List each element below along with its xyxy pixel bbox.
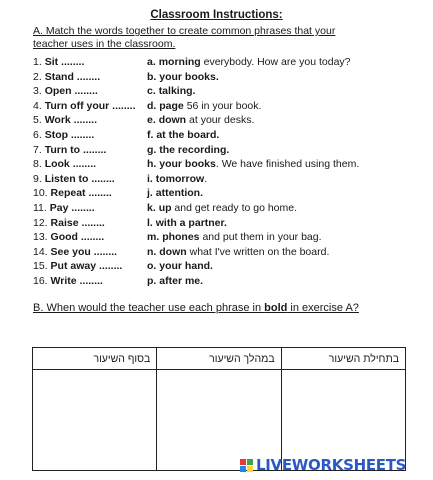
option-bold: talking. <box>158 85 196 98</box>
match-row <box>33 128 413 143</box>
part-b-text-before: B. When would the teacher use each phrase in <box>33 302 265 314</box>
match-row <box>33 274 413 289</box>
answer-option[interactable] <box>147 84 195 99</box>
answer-option[interactable] <box>147 99 261 114</box>
option-bold: down <box>159 245 187 258</box>
item-verb: See you <box>50 245 91 258</box>
option-letter: b. <box>147 70 157 83</box>
match-row <box>33 70 413 85</box>
match-row <box>33 99 413 114</box>
item-dots: ........ <box>70 114 98 127</box>
match-row <box>33 201 413 216</box>
part-a-instruction: A. Match the words together to create common phrases that your teacher uses in the classroom. <box>33 25 336 50</box>
item-number: 1. <box>33 56 42 68</box>
answer-option[interactable] <box>147 113 254 128</box>
prompt-item[interactable] <box>33 172 115 187</box>
match-row <box>33 143 413 158</box>
match-row <box>33 172 413 187</box>
worksheet-title: Classroom Instructions: <box>150 9 283 21</box>
option-bold: your books <box>159 158 216 171</box>
match-row <box>33 157 413 172</box>
item-verb: Turn off your <box>44 99 110 112</box>
option-rest: what I've written on the board. <box>186 245 330 258</box>
item-number: 13. <box>33 231 48 244</box>
match-row <box>33 113 413 128</box>
part-b-text-after: in exercise A? <box>287 302 359 314</box>
option-rest: everybody. How are you today? <box>200 56 351 68</box>
option-letter: n. <box>147 245 157 258</box>
match-row <box>33 230 413 245</box>
prompt-item[interactable] <box>33 201 95 216</box>
item-dots: ........ <box>77 231 105 244</box>
option-letter: o. <box>147 260 157 273</box>
prompt-item[interactable] <box>33 128 94 143</box>
option-letter: k. <box>147 201 156 214</box>
drop-zone-end-of-lesson[interactable] <box>33 370 157 471</box>
match-row <box>33 84 413 99</box>
item-number: 10. <box>33 187 48 200</box>
prompt-item[interactable] <box>33 99 136 114</box>
option-bold: your books. <box>159 70 219 83</box>
item-verb: Stand <box>44 70 74 83</box>
prompt-item[interactable] <box>33 143 106 158</box>
logo-square-2 <box>247 459 253 465</box>
answer-option[interactable] <box>147 274 203 289</box>
option-letter: g. <box>147 143 157 156</box>
option-bold: tomorrow <box>155 172 205 185</box>
item-dots: ........ <box>76 274 103 287</box>
header-during-lesson: במהלך השיעור <box>157 348 281 370</box>
match-row <box>33 186 413 201</box>
item-verb: Write <box>50 274 77 287</box>
prompt-item[interactable] <box>33 259 122 274</box>
item-number: 4. <box>33 99 42 112</box>
option-letter: h. <box>147 158 157 171</box>
option-bold: your hand. <box>159 260 213 273</box>
part-b-question <box>33 302 359 314</box>
answer-option[interactable] <box>147 157 359 172</box>
option-letter: p. <box>147 274 157 287</box>
option-letter: c. <box>147 85 156 98</box>
item-verb: Look <box>44 158 70 171</box>
item-verb: Turn to <box>44 143 81 156</box>
answer-option[interactable] <box>147 245 329 260</box>
item-number: 16. <box>33 274 48 287</box>
item-number: 8. <box>33 158 42 171</box>
option-letter: a. <box>147 56 156 68</box>
option-letter: j. <box>147 187 153 200</box>
item-number: 12. <box>33 216 48 229</box>
option-rest: and put them in your bag. <box>199 231 322 244</box>
prompt-item[interactable] <box>33 113 97 128</box>
answer-option[interactable] <box>147 259 213 274</box>
prompt-item[interactable] <box>33 55 84 70</box>
item-number: 11. <box>33 201 47 214</box>
match-row <box>33 55 413 70</box>
categorize-table <box>32 347 406 471</box>
part-b-bold-word: bold <box>264 302 288 314</box>
option-bold: up <box>158 201 172 214</box>
item-dots: ........ <box>69 158 97 171</box>
header-start-of-lesson: בתחילת השיעור <box>281 348 405 370</box>
item-dots: ........ <box>71 85 98 98</box>
item-number: 3. <box>33 85 42 98</box>
prompt-item[interactable] <box>33 245 117 260</box>
option-letter: l. <box>147 216 153 229</box>
prompt-item[interactable] <box>33 216 105 231</box>
answer-option[interactable] <box>147 70 219 85</box>
item-verb: Repeat <box>50 187 86 200</box>
prompt-item[interactable] <box>33 186 112 201</box>
item-dots: ........ <box>58 56 85 68</box>
item-verb: Good <box>50 231 78 244</box>
answer-option[interactable] <box>147 128 219 143</box>
item-dots: ........ <box>109 99 136 112</box>
item-dots: ........ <box>90 245 118 258</box>
logo-square-3 <box>240 466 246 472</box>
option-rest: . We have finished using them. <box>215 158 360 171</box>
item-verb: Listen to <box>44 172 89 185</box>
item-verb: Sit <box>44 56 59 68</box>
option-rest: . <box>204 172 208 185</box>
item-verb: Stop <box>44 128 69 141</box>
option-bold: after me. <box>159 274 204 287</box>
item-verb: Work <box>44 114 71 127</box>
prompt-item[interactable] <box>33 70 100 85</box>
option-bold: with a partner. <box>155 216 227 229</box>
logo-square-1 <box>240 459 246 465</box>
item-verb: Open <box>44 85 72 98</box>
item-number: 7. <box>33 143 42 156</box>
answer-option[interactable] <box>147 186 203 201</box>
item-verb: Raise <box>50 216 79 229</box>
answer-option[interactable] <box>147 230 322 245</box>
item-dots: ........ <box>85 187 112 200</box>
answer-option[interactable] <box>147 216 227 231</box>
match-row <box>33 216 413 231</box>
option-bold: attention. <box>155 187 204 200</box>
prompt-item[interactable] <box>33 84 98 99</box>
answer-option[interactable] <box>147 55 351 70</box>
answer-option[interactable] <box>147 143 229 158</box>
match-row <box>33 245 413 260</box>
item-dots: ........ <box>88 172 115 185</box>
liveworksheets-logo-icon <box>240 459 253 472</box>
answer-option[interactable] <box>147 201 297 216</box>
answer-option[interactable] <box>147 172 207 187</box>
item-dots: ........ <box>96 260 123 273</box>
item-number: 5. <box>33 114 42 127</box>
item-number: 15. <box>33 260 48 273</box>
logo-square-4 <box>247 466 253 472</box>
item-number: 14. <box>33 245 48 258</box>
watermark-text: LIVEWORKSHEETS <box>256 456 407 474</box>
item-dots: ........ <box>80 143 107 156</box>
option-bold: page <box>159 99 184 112</box>
watermark <box>240 456 406 474</box>
option-rest: at your desks. <box>186 114 255 127</box>
option-letter: m. <box>147 231 160 244</box>
option-bold: the recording. <box>159 143 230 156</box>
item-verb: Put away <box>50 260 97 273</box>
prompt-item[interactable] <box>33 157 96 172</box>
option-rest: and get ready to go home. <box>171 201 298 214</box>
option-letter: e. <box>147 114 156 127</box>
item-number: 6. <box>33 128 42 141</box>
item-dots: ........ <box>68 128 95 141</box>
item-dots: ........ <box>68 201 95 214</box>
option-rest: 56 in your book. <box>183 99 262 112</box>
item-verb: Pay <box>49 201 69 214</box>
item-number: 9. <box>33 172 42 185</box>
option-bold: at the board. <box>156 128 220 141</box>
option-bold: phones <box>162 231 200 244</box>
header-end-of-lesson: בסוף השיעור <box>33 348 157 370</box>
option-letter: i. <box>147 172 153 185</box>
prompt-item[interactable] <box>33 230 104 245</box>
item-dots: ........ <box>78 216 105 229</box>
matching-list <box>33 55 413 289</box>
match-row <box>33 259 413 274</box>
item-number: 2. <box>33 70 42 83</box>
item-dots: ........ <box>73 70 101 83</box>
option-letter: d. <box>147 99 157 112</box>
prompt-item[interactable] <box>33 274 103 289</box>
option-bold: morning <box>158 56 201 68</box>
option-bold: down <box>158 114 187 127</box>
option-letter: f. <box>147 128 154 141</box>
